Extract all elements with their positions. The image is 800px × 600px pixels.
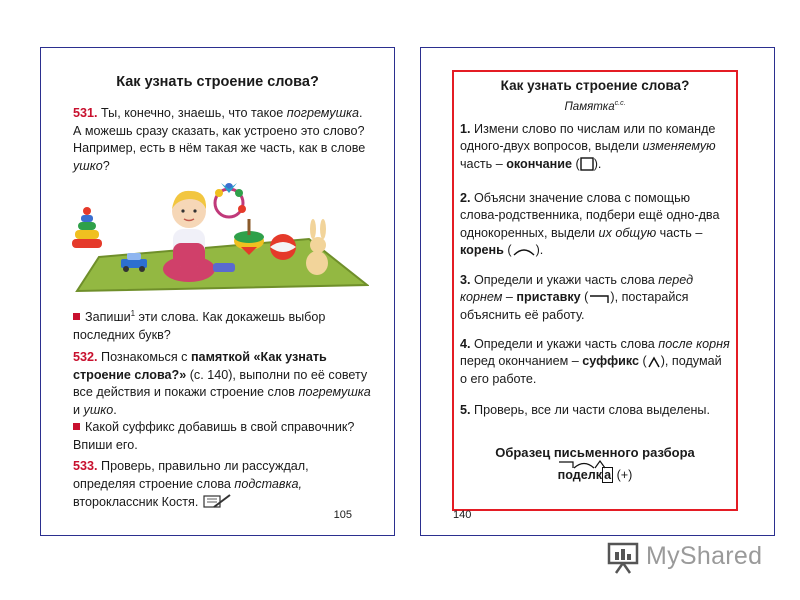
rattle-toy xyxy=(215,183,246,217)
exercise-number: 533. xyxy=(73,459,98,473)
ending-box-icon xyxy=(580,157,594,171)
presentation-board-icon xyxy=(606,540,642,574)
exercise-number: 532. xyxy=(73,350,98,364)
root-arc-icon xyxy=(512,245,536,257)
exercise-531: 531. Ты, конечно, знаешь, что такое погремушка. А можешь сразу сказать, как устроено это слово? Например, есть в нём такая же часть, как в слове ушко? xyxy=(73,106,366,173)
memo-item-3: 3. Определи и укажи часть слова перед корнем – приставку ( ), постарайся объяснить её работу. xyxy=(460,273,694,322)
task-write-words: Запиши$^1$ эти слова. Как докажешь выбор последних букв? xyxy=(73,309,326,342)
logo-text: MyShared xyxy=(646,542,763,570)
myshared-logo xyxy=(606,540,771,574)
exercise-number: 531. xyxy=(73,106,98,120)
memo-item-5: 5. Проверь, все ли части слова выделены. xyxy=(460,403,710,417)
memo-item-1: 1. Измени слово по числам или по команде одного-двух вопросов, выдели изменяемую часть – окончание ( ). xyxy=(460,122,716,171)
memo-frame xyxy=(452,70,738,511)
child-with-toys-illustration xyxy=(69,181,369,293)
exercise-532: 532. Познакомься с памяткой «Как узнать строение слова?» (с. 140), выполни по её совету все действия и покажи строение слов погремушка и ушко. Какой суффикс добавишь в свой справочник? Впиши его. xyxy=(73,350,371,452)
sample-parsing: поделк а (+) xyxy=(454,468,736,482)
pyramid-toy xyxy=(72,207,102,248)
memo-title: Как узнать строение слова? xyxy=(500,78,690,93)
morpheme-marks-icon xyxy=(558,459,618,469)
page-title: Как узнать строение слова? xyxy=(116,74,319,90)
prefix-bracket-icon xyxy=(588,292,610,304)
page-number: 105 xyxy=(333,509,352,521)
left-page xyxy=(40,47,395,536)
sample-title: Образец письменного разбора xyxy=(495,445,695,460)
pencil-notebook-icon xyxy=(202,493,232,509)
memo-subtitle: Памятка$^{с.с.}$ xyxy=(564,100,626,113)
right-page xyxy=(420,47,775,536)
child xyxy=(163,191,235,282)
red-square-bullet-icon xyxy=(73,313,80,320)
page-number: 140 xyxy=(453,509,472,521)
suffix-caret-icon xyxy=(647,356,661,368)
memo-item-2: 2. Объясни значение слова с помощью слова-родственника, подбери ещё одно-два однокоренных, выдели их общую часть – корень ( ). xyxy=(460,191,720,257)
red-square-bullet-icon xyxy=(73,423,80,430)
exercise-533: 533. Проверь, правильно ли рассуждал, определяя строение слова подставка, второклассник Костя. xyxy=(73,459,309,509)
memo-item-4: 4. Определи и укажи часть слова после корня перед окончанием – суффикс ( ), подумай о его работе. xyxy=(460,337,730,386)
ball-toy xyxy=(270,234,296,260)
